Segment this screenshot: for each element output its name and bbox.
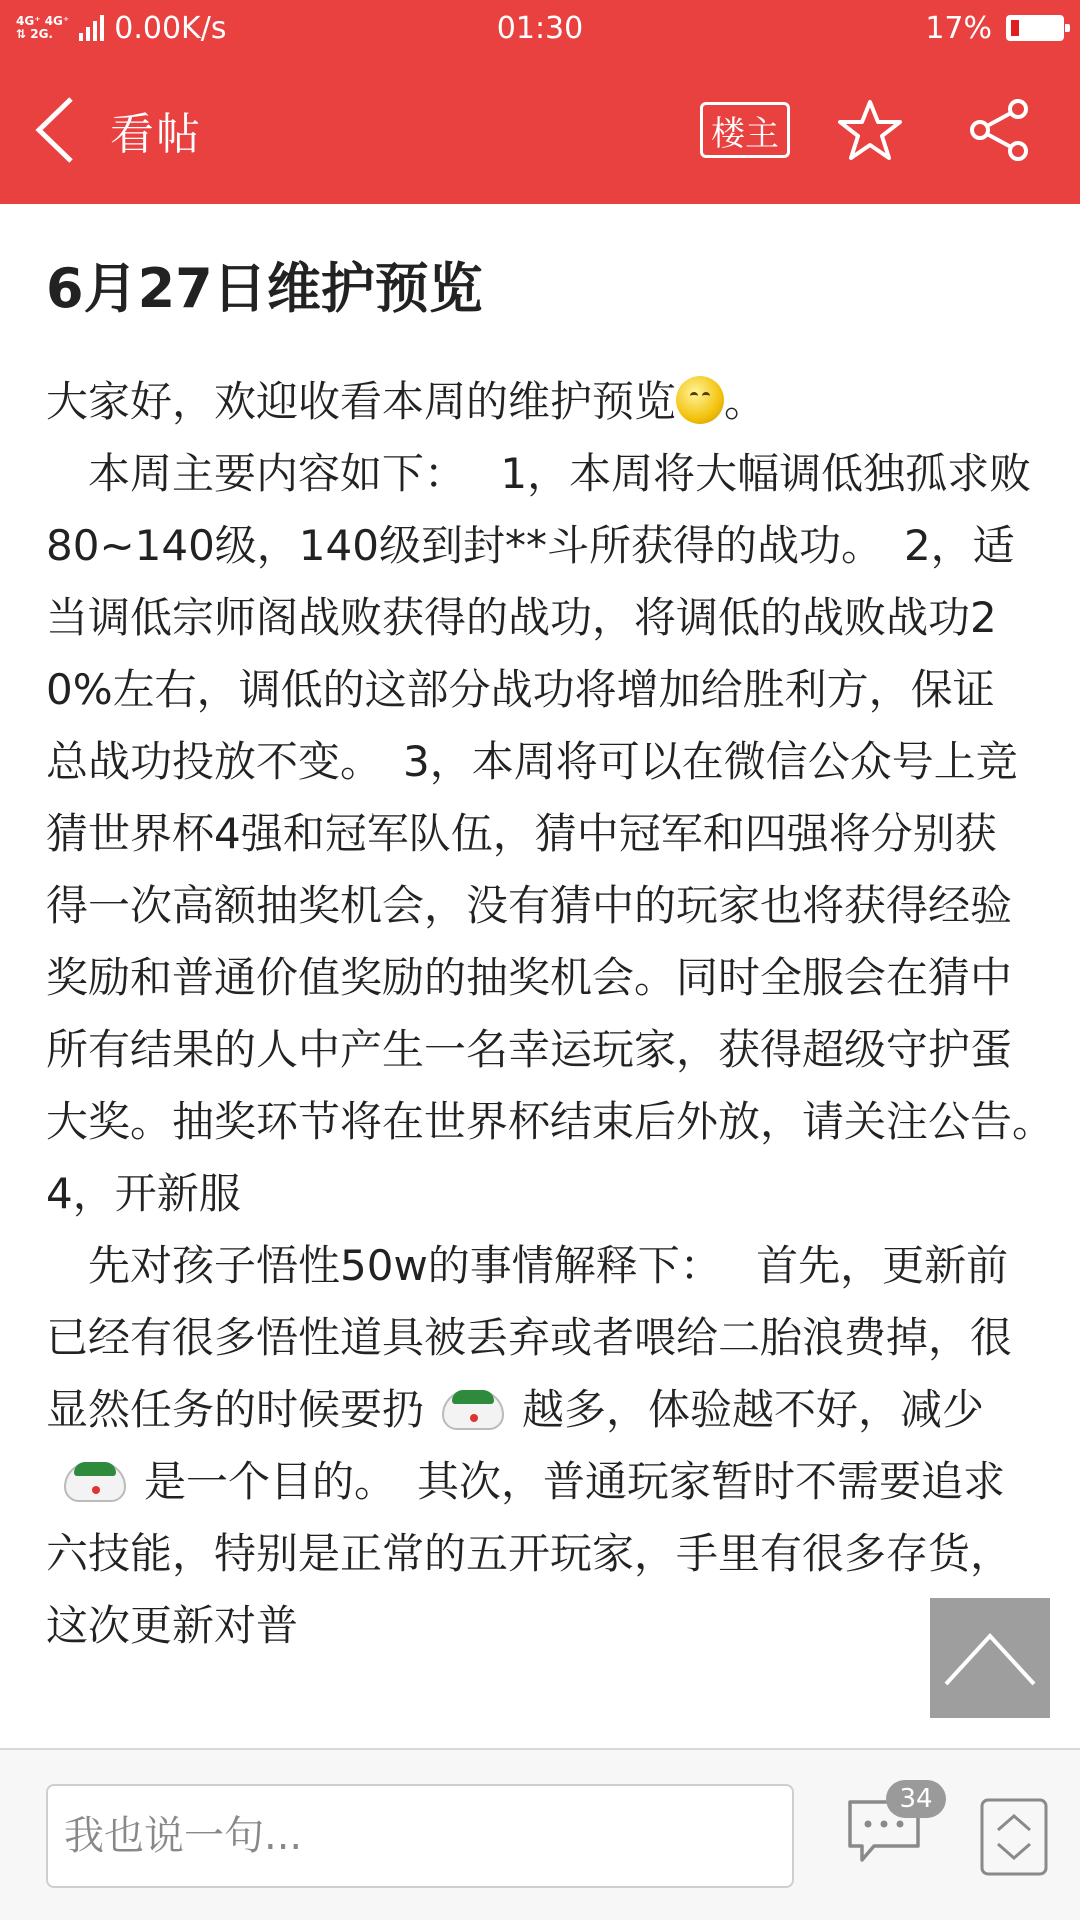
share-button[interactable] <box>950 80 1050 180</box>
paragraph-2-part-a: 先对孩子悟性50w的事情解释下： 首先，更新前已经有很多悟性道具被丢弃或者喂给二胎浪费掉，很显然任务的时候要扔 <box>46 1241 1013 1434</box>
app-bar-actions <box>700 80 1080 180</box>
only-op-button[interactable]: 楼主 <box>700 102 790 158</box>
greeting-end: 。 <box>724 377 767 426</box>
clock: 01:30 <box>496 10 584 46</box>
post-content[interactable] <box>0 204 1080 1748</box>
chevron-left-icon <box>33 95 77 165</box>
network-type-bottom: ⇅ 2G. <box>16 27 53 41</box>
post-paragraph-1: 本周主要内容如下： 1，本周将大幅调低独孤求败 80~140级，140级到封**斗所获得的战功。 2，适当调低宗师阁战败获得的战功，将调低的战败战功20%左右，调低的这部分战功将增加给胜利方，保证总战功投放不变。 3，本周将可以在微信公众号上竞猜世界杯4强和冠军队伍，猜中冠军和四强将分别获得一次高额抽奖机会，没有猜中的玩家也将获得经验奖励和普通价值奖励的抽奖机会。同时全服会在猜中所有结果的人中产生一名幸运玩家，获得超级守护蛋大奖。抽奖环节将在世界杯结束后外放，请关注公告。 4，开新服 <box>46 449 1076 1218</box>
post-paragraph-2 <box>46 1230 1034 1662</box>
paragraph-2-part-c: 是一个目的。 其次，普通玩家暂时不需要追求六技能，特别是正常的五开玩家，手里有很多存货，这次更新对普 <box>46 1457 1013 1650</box>
network-type-top: 4G⁺ 4G⁺ <box>16 14 70 28</box>
greeting-text: 大家好，欢迎收看本周的维护预览 <box>46 377 677 426</box>
network-type-indicator <box>16 15 69 41</box>
smiley-emoji-icon <box>676 376 724 424</box>
scroll-to-top-button[interactable] <box>930 1598 1050 1718</box>
post-greeting <box>46 366 1034 438</box>
page-title: 看帖 <box>110 109 202 160</box>
comment-input[interactable]: 我也说一句... <box>46 1784 794 1888</box>
status-right <box>925 11 1064 46</box>
battery-percent: 17% <box>925 10 992 46</box>
battery-fill <box>1011 20 1019 36</box>
post-title: 6月27日维护预览 <box>46 257 483 320</box>
back-button[interactable] <box>0 56 110 204</box>
network-speed: 0.00K/s <box>114 10 227 46</box>
paragraph-2-part-b: 越多，体验越不好，减少 <box>522 1385 985 1434</box>
app-bar <box>0 56 1080 204</box>
share-icon <box>968 99 1032 161</box>
signal-strength-icon <box>79 15 104 41</box>
arrow-up-icon <box>942 1628 1038 1688</box>
favorite-button[interactable] <box>820 80 920 180</box>
page-navigation-button[interactable] <box>980 1798 1048 1876</box>
comment-count-badge: 34 <box>886 1780 946 1818</box>
post-body <box>46 366 1076 1662</box>
bun-emoticon-icon <box>442 1390 504 1430</box>
page-up-down-icon <box>980 1798 1048 1876</box>
bottom-bar <box>0 1748 1080 1920</box>
status-left <box>16 11 226 46</box>
status-bar <box>0 0 1080 56</box>
star-icon <box>837 99 903 161</box>
bun-emoticon-icon <box>64 1462 126 1502</box>
battery-icon <box>1006 15 1064 41</box>
